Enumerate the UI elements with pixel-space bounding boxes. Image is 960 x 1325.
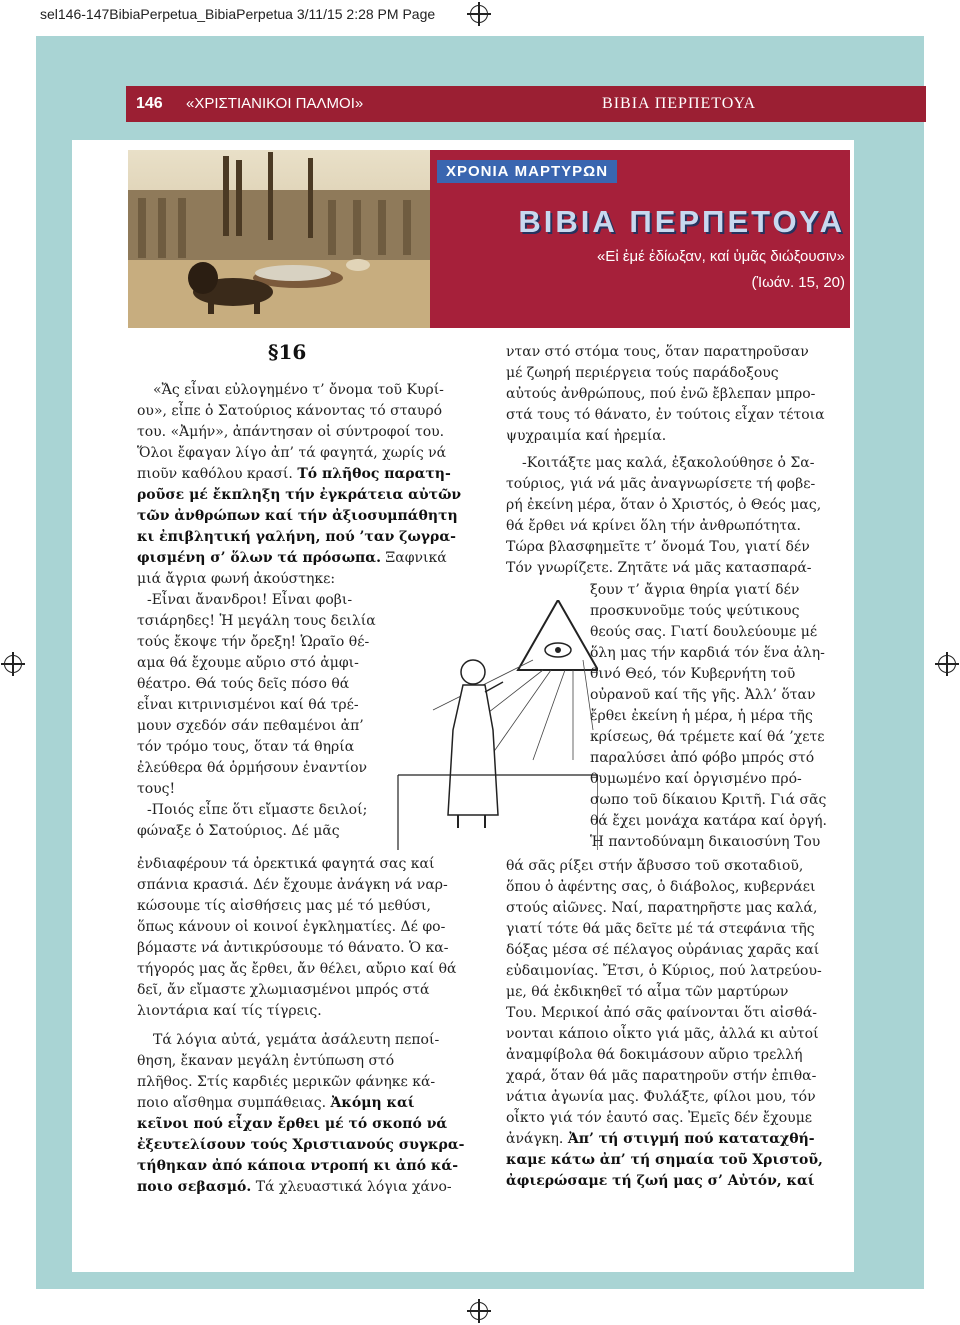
paragraph-line: -Ποιός εἶπε ὅτι εἴμαστε δειλοί;	[147, 802, 368, 818]
paragraph-line	[137, 464, 480, 485]
arena-painting	[128, 150, 430, 328]
paragraph-line: του. «Ἀμήν», ἀπάντησαν οἱ σύντροφοί του.	[137, 424, 445, 440]
emphasis-text: ἀφιερώσαμε τή ζωή μας σ’ Αὐτόν, καί	[506, 1173, 815, 1189]
emphasis-text: τῶν ἀνθρώπων καί τήν ἀξιοσυμπάθητη	[137, 508, 458, 524]
paragraph-line: αμα θά ἔχουμε αὔριο στό ἀμφι-	[137, 655, 359, 671]
paragraph-line: θά ἔρθει νά κρίνει ὅλη τήν ἀνθρωπότητα.	[506, 518, 801, 534]
paragraph-line: Τά λόγια αὐτά, γεμάτα ἀσάλευτη πεποί-	[153, 1032, 440, 1048]
paragraph-line	[137, 506, 480, 527]
paragraph-line: σπάνια κρασιά. Δέν ἔχουμε ἀνάγκη νά ναρ-	[137, 877, 448, 893]
paragraph-line: Τώρα βλασφημεῖτε τ’ ὄνομά Του, γιατί δέν	[506, 539, 810, 555]
paragraph-line: παραλύσει ἀπό φόβο μπρός στό	[590, 750, 815, 766]
paragraph-line: τσιάρηδες! Ἡ μεγάλη τους δειλία	[137, 613, 376, 629]
emphasis-text: Ἀπ’ τή στιγμή πού καταταχθή-	[567, 1131, 815, 1147]
running-header	[126, 86, 926, 122]
paragraph-line: -Εἶναι ἄνανδροι! Εἶναι φοβι-	[147, 592, 353, 608]
paragraph-line: βόμαστε νά ἀντικρύσουμε τό θάνατο. Ὁ κα-	[137, 940, 449, 956]
paragraph-line: ὅπου ὁ ἀφέντης σας, ὁ διάβολος, κυβερνάει	[506, 879, 816, 895]
paragraph-line	[137, 1114, 480, 1135]
paragraph-line: θά σᾶς ρίξει στήν ἄβυσσο τοῦ σκοταδιοῦ,	[506, 858, 804, 874]
paragraph-line: ξουν τ’ ἄγρια θηρία γιατί δέν	[590, 582, 800, 598]
registration-mark-icon	[4, 655, 22, 673]
paragraph-line	[137, 548, 480, 569]
paragraph-line: κώσουμε τίς αἰσθήσεις μας μέ τό μεθύσι,	[137, 898, 431, 914]
colosseum-lion-image	[128, 150, 430, 328]
paragraph-line: ἐνδιαφέρουν τά ὀρεκτικά φαγητά σας καί	[137, 856, 435, 872]
paragraph-line: στά τους τό θάνατο, ἐν τούτοις εἶχαν τέτοια	[506, 407, 825, 423]
paragraph-line: θηση, ἔκαναν μεγάλη ἐντύπωση στό	[137, 1053, 395, 1069]
paragraph-line: Ἡ παντοδύναμη δικαιοσύνη Του	[590, 834, 821, 850]
paragraph-line: μέ ζωηρή περιέργεια τούς παράδοξους	[506, 365, 779, 381]
paragraph-line	[506, 1150, 844, 1171]
paragraph-text: ἀνάγκη.	[506, 1131, 564, 1147]
paragraph-line: θεούς σας. Γιατί δουλεύουμε μέ	[590, 624, 818, 640]
emphasis-text: φισμένη σ’ ὅλων τά πρόσωπα.	[137, 550, 381, 566]
paragraph-line: λιοντάρια καί τίς τίγρεις.	[137, 1003, 322, 1019]
paragraph-line: εἶναι κιτρινισμένοι καί θά τρέ-	[137, 697, 359, 713]
paragraph-line: ψυχραιμία καί ἠρεμία.	[506, 428, 667, 444]
emphasis-text: ροῦσε μέ ἔκπληξη τήν ἐγκράτεια αὐτῶν	[137, 487, 462, 503]
paragraph-line	[137, 485, 480, 506]
paragraph-line: μιά ἄγρια φωνή ἀκούστηκε:	[137, 571, 336, 587]
paragraph-line: ὅλη μας τήν καρδιά τόν ἕνα ἀλη-	[590, 645, 825, 661]
left-column-bottom	[137, 854, 480, 1198]
paragraph-line	[137, 1093, 480, 1114]
magazine-title: «ΧΡΙΣΤΙΑΝΙΚΟΙ ΠΑΛΜΟΙ»	[186, 95, 364, 112]
emphasis-text: τήθηκαν ἀπό κάποια ντροπή κι ἀπό κά-	[137, 1158, 459, 1174]
article-title: ΒΙΒΙΑ ΠΕΡΠΕΤΟΥΑ	[518, 204, 845, 239]
paragraph-line: πλῆθος. Στίς καρδιές μερικῶν φάνηκε κά-	[137, 1074, 436, 1090]
registration-mark-icon	[938, 655, 956, 673]
paragraph-line: προσκυνοῦμε τούς ψεύτικους	[590, 603, 800, 619]
paragraph-line: θέατρο. Θά τούς δεῖς πόσο θά	[137, 676, 350, 692]
left-column-top	[137, 380, 480, 590]
paragraph-line: τους!	[137, 781, 176, 797]
page-number: 146	[136, 95, 163, 112]
paragraph-line: δεῖ, ἄν εἴμαστε χλωμιασμένοι μπρός στά	[137, 982, 430, 998]
emphasis-text: κεῖνοι πού εἶχαν ἔρθει μέ τό σκοπό νά	[137, 1116, 448, 1132]
paragraph-line: φώναξε ὁ Σατούριος. Δέ μᾶς	[137, 823, 340, 839]
paragraph-line: Τόν γνωρίζετε. Ζητᾶτε νά μᾶς κατασπαρά-	[506, 560, 812, 576]
emphasis-text: Ἀκόμη καί	[330, 1095, 415, 1111]
paragraph-line: τούριος, γιά νά μᾶς ἀναγνωρίσετε τή φοβε-	[506, 476, 816, 492]
paragraph-line: ἀναμφίβολα θά δοκιμάσουν αὔριο τρελλή	[506, 1047, 803, 1063]
paragraph-line: τούς ἔκοψε τήν ὄρεξη! Ὡραῖο θέ-	[137, 634, 370, 650]
paragraph-line: ρή ἐκείνη μέρα, ὅταν ὁ Χριστός, ὁ Θεός μας,	[506, 497, 822, 513]
paragraph-line: τόν τρόμο τους, ὅταν τά θηρία	[137, 739, 355, 755]
paragraph-line: ου», εἶπε ὁ Σατούριος κάνοντας τό σταυρό	[137, 403, 443, 419]
left-column-wrap	[137, 590, 390, 842]
paragraph-line: χαρά, ὅταν θά μᾶς παρατηροῦν στήν ἐπιθα-	[506, 1068, 817, 1084]
paragraph-line: αὐτούς ἀνθρώπους, πού ἐνῶ ἔβλεπαν μπρο-	[506, 386, 816, 402]
paragraph-line: νταν στό στόμα τους, ὅταν παρατηροῦσαν	[506, 344, 809, 360]
paragraph-text: ποιο αἴσθημα συμπάθειας.	[137, 1095, 327, 1111]
section-number: §16	[268, 340, 307, 364]
paragraph-line	[137, 1177, 480, 1198]
paragraph-line: κρίσεως, θά τρέμετε καί θά ’χετε	[590, 729, 825, 745]
section-tag: ΧΡΟΝΙΑ ΜΑΡΤΥΡΩΝ	[437, 160, 617, 183]
paragraph-line: τήγορός μας ἄς ἔρθει, ἄν θέλει, αὔριο καί θά	[137, 961, 457, 977]
paragraph-line	[506, 1129, 844, 1150]
emphasis-text: ποιο σεβασμό.	[137, 1179, 252, 1195]
paragraph-line: σωπο τοῦ δίκαιου Κριτῆ. Γιά σᾶς	[590, 792, 827, 808]
emphasis-text: ἐξευτελίσουν τούς Χριστιανούς συγκρα-	[137, 1137, 465, 1153]
paragraph-line: μουν σχεδόν σάν πεθαμένοι ἀπ’	[137, 718, 364, 734]
paragraph-line: γιατί τότε θά μᾶς δεῖτε μέ τά στεφάνια τῆς	[506, 921, 815, 937]
paragraph-line: οὐρανοῦ καί τῆς γῆς. Ἀλλ’ ὅταν	[590, 687, 816, 703]
paragraph-line	[137, 1135, 480, 1156]
paragraph-line	[137, 1156, 480, 1177]
emphasis-text: καμε κάτω ἀπ’ τή σημαία τοῦ Χριστοῦ,	[506, 1152, 823, 1168]
right-column-bottom	[506, 856, 844, 1192]
paragraph-line: θυμωμένο καί ὀργισμένο πρό-	[590, 771, 802, 787]
paragraph-line: νάτια ἀγωνία μας. Φυλάξτε, φίλοι μου, τόν	[506, 1089, 816, 1105]
emphasis-text: Τό πλῆθος παρατη-	[297, 466, 451, 482]
right-column-top	[506, 342, 844, 579]
figure-eye-illustration	[393, 600, 598, 850]
paragraph-line: ἐλεύθερα θά ὁρμήσουν ἐναντίον	[137, 760, 368, 776]
paragraph-line: Ὅλοι ἔφαγαν λίγο ἀπ’ τά φαγητά, χωρίς νά	[137, 445, 447, 461]
paragraph-line: εὐδαιμονίας. Ἔτσι, ὁ Κύριος, πού λατρεύου-	[506, 963, 822, 979]
all-seeing-eye-figure-icon	[393, 600, 598, 850]
paragraph-line: θινό Θεό, τόν Κυβερνήτη τοῦ	[590, 666, 796, 682]
epigraph-quote: «Εἰ ἐμέ ἐδίωξαν, καί ὑμᾶς διώξουσιν»	[596, 248, 845, 265]
paragraph-line: νονται κάποιο οἶκτο γιά μᾶς, ἀλλά κι αὐτοί	[506, 1026, 819, 1042]
paragraph-line	[506, 1171, 844, 1192]
epigraph	[597, 244, 845, 296]
paragraph-text: πιοῦν καθόλου κρασί.	[137, 466, 293, 482]
paragraph-line: θά ἔχει μονάχα κατάρα καί ὀργή.	[590, 813, 827, 829]
epigraph-reference: (Ἰωάν. 15, 20)	[751, 274, 845, 291]
paragraph-text: Ξαφνικά	[385, 550, 447, 566]
paragraph-line	[137, 527, 480, 548]
emphasis-text: κι ἐπιβλητική γαλήνη, πού ’ταν ζωγρα-	[137, 529, 456, 545]
registration-mark-icon	[470, 5, 488, 23]
slug-text: sel146-147BibiaPerpetua_BibiaPerpetua 3/11/15 2:28 PM Page	[40, 6, 436, 22]
paragraph-line: ὅπως κάνουν οἱ κοινοί ἐγκληματίες. Δέ φο-	[137, 919, 446, 935]
paragraph-line: στούς αἰῶνες. Ναί, παρατηρῆστε μας καλά,	[506, 900, 818, 916]
paragraph-line: Του. Μερικοί ἀπό σᾶς φαίνονται ὅτι αἰσθά-	[506, 1005, 818, 1021]
paragraph-text: Τά χλευαστικά λόγια χάνο-	[255, 1179, 452, 1195]
paragraph-line: -Κοιτάξτε μας καλά, ἐξακολούθησε ὁ Σα-	[522, 455, 815, 471]
paragraph-line: δόξας μέσα σέ πέλαγος οὐράνιας χαρᾶς καί	[506, 942, 820, 958]
paragraph-line: ἔρθει ἐκείνη ἡ μέρα, ἡ μέρα τῆς	[590, 708, 813, 724]
registration-mark-icon	[470, 1302, 488, 1320]
article-title-header: ΒΙΒΙΑ ΠΕΡΠΕΤΟΥΑ	[602, 95, 756, 112]
right-column-wrap	[590, 580, 844, 853]
paragraph-line: με, θά ἐκδικηθεῖ τό αἷμα τῶν μαρτύρων	[506, 984, 789, 1000]
paragraph-line: οἶκτο γιά τόν ἑαυτό σας. Ἐμεῖς δέν ἔχουμε	[506, 1110, 813, 1126]
paragraph-line: «Ἄς εἶναι εὐλογημένο τ’ ὄνομα τοῦ Κυρί-	[153, 382, 444, 398]
